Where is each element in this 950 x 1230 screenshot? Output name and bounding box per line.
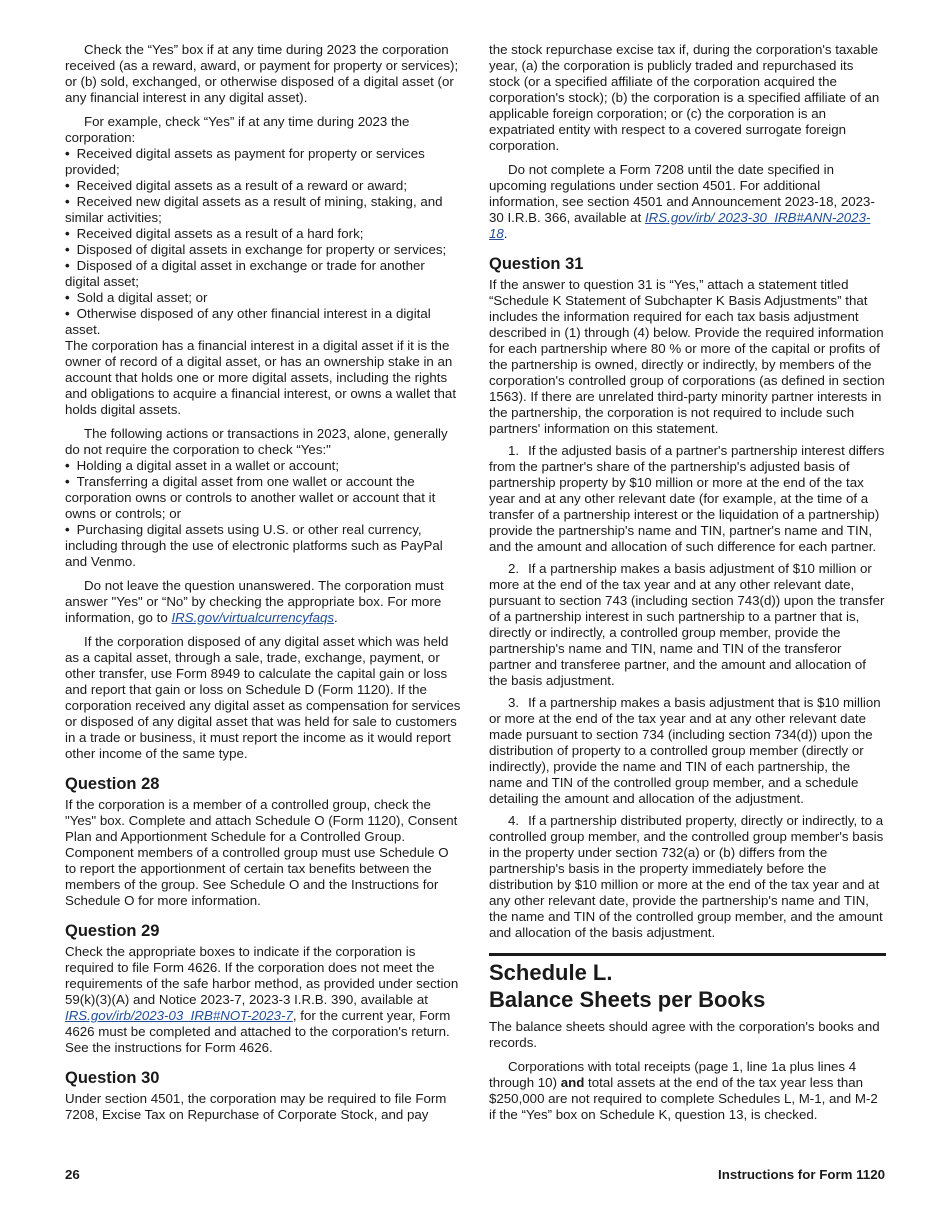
list-item: • Received new digital assets as a result of mining, staking, and similar activities;	[65, 194, 462, 226]
right-column	[489, 42, 886, 1131]
unanswered-paragraph	[65, 578, 462, 626]
list-item: • Received digital assets as a result of a reward or award;	[65, 178, 462, 194]
question-30-text: Under section 4501, the corporation may be required to file Form 7208, Excise Tax on Repurchase of Corporate Stock, and pay	[65, 1091, 447, 1122]
page-number: 26	[65, 1167, 80, 1182]
digital-asset-intro: Check the “Yes” box if at any time during 2023 the corporation received (as a reward, award, or payment for property or services); or (b) sold, exchanged, or otherwise disposed of a digital asset (or any financial interest in any digital asset).	[65, 42, 459, 105]
list-item: • Transferring a digital asset from one wallet or account the corporation owns or controls to another wallet or account that it owns or controls; or	[65, 474, 462, 522]
example-intro: For example, check “Yes” if at any time during 2023 the corporation:	[65, 114, 410, 145]
financial-interest-paragraph: The corporation has a financial interest in a digital asset if it is the owner of record of a digital asset, or has an ownership stake in an account that holds one or more digital assets, including the rights and obligations to acquire a financial interest, or owns a wallet that holds digital assets.	[65, 338, 457, 417]
question-31-heading: Question 31	[489, 255, 584, 273]
form-name-footer: Instructions for Form 1120	[718, 1167, 885, 1182]
list-item: • Otherwise disposed of any other financial interest in a digital asset.	[65, 306, 462, 338]
no-yes-intro: The following actions or transactions in 2023, alone, generally do not require the corporation to check “Yes:"	[65, 426, 448, 457]
schedule-l-heading: Schedule L. Balance Sheets per Books	[489, 960, 766, 1012]
list-item: 4. If a partnership distributed property, directly or indirectly, to a controlled group member, and the controlled group member's basis in the property under section 732(a) or (b) differs from the partnership's basis in the property immediately before the distribution by $10 million or more at the end of the tax year and at any other relevant date, provide the partnership's name and TIN, the name and TIN of the controlled group member, and the amount and allocation of the basis adjustment.	[489, 813, 884, 940]
notice-2023-7-link[interactable]: IRS.gov/irb/2023-03_IRB#NOT-2023-7	[65, 1008, 293, 1023]
capital-asset-paragraph: If the corporation disposed of any digital asset which was held as a capital asset, through a sale, trade, exchange, payment, or other transfer, use Form 8949 to calculate the capital gain or loss and report that gain or loss on Schedule D (Form 1120). If the corporation received any digital asset as compensation for services or disposed of any digital asset that was held for sale to customers in a trade or business, it must report the income as it would report other income of the same type.	[65, 634, 461, 761]
excise-tax-continued: the stock repurchase excise tax if, during the corporation's taxable year, (a) the corporation is publicly traded and repurchased its stock (or a specified affiliate of the corporation acquired the corporation's stock); (b) the corporation is a specified affiliate of an applicable foreign corporation; or (c) the corporation is an expatriated entity with respect to a covered surrogate foreign corporation.	[489, 42, 880, 153]
question-29-heading: Question 29	[65, 922, 160, 940]
list-item: • Received digital assets as a result of a hard fork;	[65, 226, 462, 242]
question-28-heading: Question 28	[65, 775, 160, 793]
announcement-link[interactable]: IRS.gov/irb/ 2023-30_IRB#ANN-2023-18	[489, 210, 871, 241]
question-31-text: If the answer to question 31 is “Yes,” attach a statement titled “Schedule K Statement of Subchapter K Basis Adjustments” that includes the information required for each tax basis adjustment described in (1) through (4) below. Provide the required information for each partnership where 80 % or more of the capital or profits of the partnership is owned, directly or indirectly, by members of the corporation's controlled group of corporations (as defined in section 1563). If there are unrelated third-party minority partner interests in the partnership, the corporation is not required to include such partners' information on this statement.	[489, 277, 885, 436]
left-column	[65, 42, 462, 1131]
paragraph-text: , for the current year, Form 4626 must be completed and attached to the corporation's return. See the instructions for Form 4626.	[65, 1008, 451, 1055]
paragraph-text: Do not complete a Form 7208 until the date specified in upcoming regulations under section 4501. For additional information, see section 4501 and Announcement 2023-18, 2023-30 I.R.B. 366, available at	[489, 162, 875, 225]
list-item: • Sold a digital asset; or	[65, 290, 462, 306]
list-item: 1. If the adjusted basis of a partner's partnership interest differs from the partner's share of the partnership's adjusted basis of partnership property by $10 million or more at the end of the tax year and at any other relevant date (for example, at the time of a transfer of a partnership interest or the liquidation of a partnership) provide the partnership's name and TIN, partner's name and TIN, and the amount and allocation of such difference for each partner.	[489, 443, 885, 554]
no-yes-list	[65, 458, 462, 570]
list-item: • Disposed of digital assets in exchange for property or services;	[65, 242, 462, 258]
paragraph-text: Do not leave the question unanswered. The corporation must answer "Yes" or “No” by checking the appropriate box. For more information, go to	[65, 578, 444, 625]
schedule-l-threshold: Corporations with total receipts (page 1, line 1a plus lines 4 through 10) and total assets at the end of the tax year less than $250,000 are not required to complete Schedules L, M-1, and M-2 if the “Yes” box on Schedule K, question 13, is checked.	[489, 1059, 878, 1122]
basis-adjustment-list	[489, 443, 886, 941]
list-item: 3. If a partnership makes a basis adjustment that is $10 million or more at the end of the tax year and at any other relevant date made pursuant to section 734 (including section 734(d)) upon the distribution of property to a controlled group member (directly or indirectly), provide the name and TIN of each partnership, the name and TIN of the controlled group member, and a schedule detailing the amount and allocation of the adjustment.	[489, 695, 881, 806]
question-30-heading: Question 30	[65, 1069, 160, 1087]
list-item: • Disposed of a digital asset in exchange or trade for another digital asset;	[65, 258, 462, 290]
question-29-text	[65, 944, 462, 1056]
form-7208-paragraph	[489, 162, 886, 242]
schedule-l-intro: The balance sheets should agree with the corporation's books and records.	[489, 1019, 880, 1050]
receive-list	[65, 146, 462, 338]
paragraph-text: .	[334, 610, 338, 625]
virtualcurrency-link[interactable]: IRS.gov/virtualcurrencyfaqs	[171, 610, 335, 625]
list-item: • Holding a digital asset in a wallet or account;	[65, 458, 462, 474]
list-item: • Purchasing digital assets using U.S. or other real currency, including through the use of electronic platforms such as PayPal and Venmo.	[65, 522, 462, 570]
list-item: 2. If a partnership makes a basis adjustment of $10 million or more at the end of the tax year and at any other relevant date, pursuant to section 743 (including section 743(d)) upon the transfer of a partnership interest in such partnership to a partner that is, directly or indirectly, a controlled group member, provide the partnership's name and TIN, name and TIN of the transferor partner and transferee partner, and the amount and allocation of the basis adjustment.	[489, 561, 885, 688]
question-28-text: If the corporation is a member of a controlled group, check the "Yes" box. Complete and attach Schedule O (Form 1120), Consent Plan and Apportionment Schedule for a Controlled Group. Component members of a controlled group must use Schedule O to report the apportionment of certain tax benefits between the members of the group. See Schedule O and the Instructions for Schedule O for more information.	[65, 797, 458, 908]
paragraph-text: .	[503, 226, 508, 241]
paragraph-text: Check the appropriate boxes to indicate if the corporation is required to file Form 4626. If the corporation does not meet the requirements of the safe harbor method, as provided under section 59(k)(3)(A) and Notice 2023-7, 2023-3 I.R.B. 390, available at	[65, 944, 459, 1007]
schedule-l-section	[489, 953, 886, 1123]
list-item: • Received digital assets as payment for property or services provided;	[65, 146, 462, 178]
